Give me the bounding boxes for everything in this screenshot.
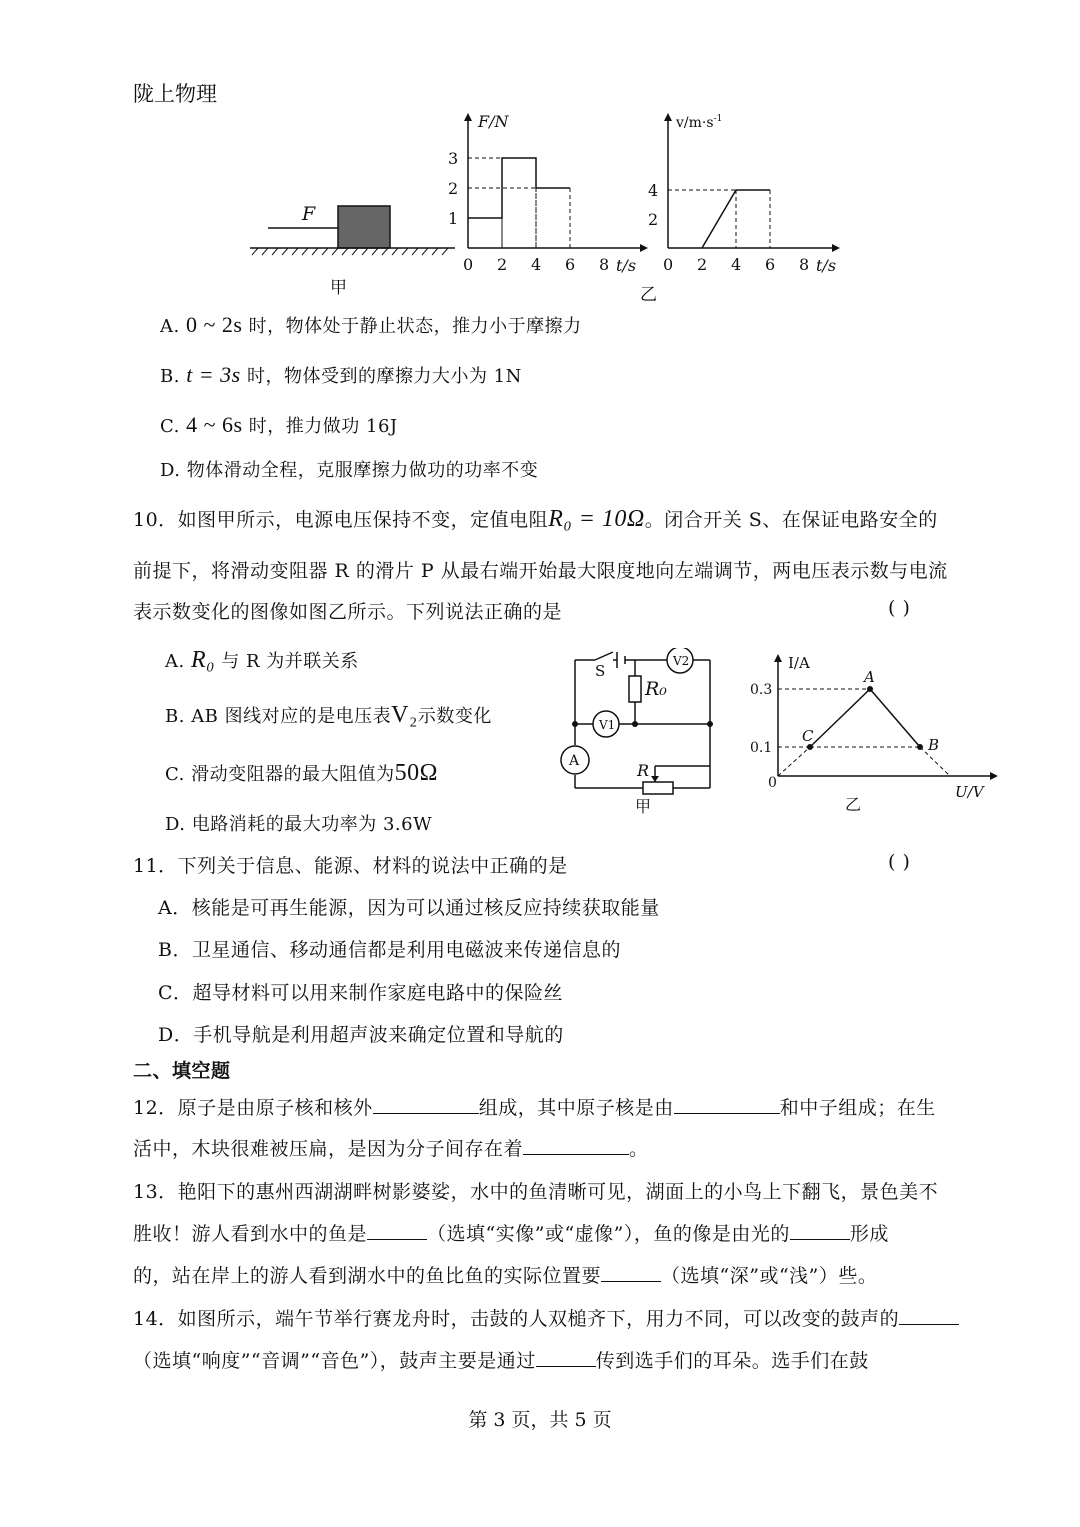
fig-yi-caption: 乙 <box>640 285 657 305</box>
q10-line1: 10．如图甲所示，电源电压保持不变，定值电阻R₀ = 10Ω。闭合开关 S、在保证电路安全的 <box>133 506 938 532</box>
q12-line2: 活中，木块很难被压扁，是因为分子间存在着 。 <box>133 1138 649 1160</box>
y-tick-label: 2 <box>648 210 659 229</box>
fig-jia-caption: 甲 <box>330 278 347 298</box>
ground-hatch <box>252 248 448 255</box>
y-tick-label: 3 <box>448 149 459 168</box>
iu-line-ca <box>810 689 870 747</box>
q9-option-b: B. t = 3s 时，物体受到的摩擦力大小为 1N <box>160 362 522 387</box>
vt-x-label: t/s <box>816 256 837 275</box>
r0-label: R₀ <box>645 678 667 700</box>
q11-answer-paren: ( ) <box>888 851 911 873</box>
iu-tick-01: 0.1 <box>750 740 773 756</box>
q14-line2: （选填“响度”“音调”“音色”），鼓声主要是通过 传到选手们的耳朵。选手们在鼓 <box>133 1350 869 1372</box>
q11-option-c: C．超导材料可以用来制作家庭电路中的保险丝 <box>158 982 564 1004</box>
ft-y-arrow <box>464 113 472 121</box>
iu-point-a: A <box>864 668 875 686</box>
section-title: 二、填空题 <box>133 1060 231 1082</box>
q11-option-b: B．卫星通信、移动通信都是利用电磁波来传递信息的 <box>158 939 621 961</box>
force-time-chart <box>440 105 650 280</box>
y-tick-label: 2 <box>448 179 459 198</box>
iu-caption: 乙 <box>845 795 862 814</box>
x-tick-label: 8 <box>599 255 610 274</box>
r-label: R <box>637 761 650 780</box>
q10-option-a: A. R₀ 与 R 为并联关系 <box>165 647 359 673</box>
switch-label: S <box>595 662 606 680</box>
q10-line3: 表示数变化的图像如图乙所示。下列说法正确的是 <box>133 601 563 623</box>
q9-option-a: A. 0 ~ 2s 时，物体处于静止状态，推力小于摩擦力 <box>160 312 582 337</box>
q10-option-c: C. 滑动变阻器的最大阻值为50Ω <box>165 760 438 786</box>
y-tick-label: 1 <box>448 209 459 228</box>
iu-origin: 0 <box>768 775 777 791</box>
vt-y-label: $v/m\cdot s^{-1}$ <box>676 114 723 131</box>
vt-plot <box>648 181 809 274</box>
x-tick-label: 0 <box>463 255 474 274</box>
answer-blank <box>601 1263 661 1282</box>
q10-answer-paren: ( ) <box>888 597 911 619</box>
answer-blank <box>674 1095 780 1114</box>
circuit-diagram <box>555 648 735 818</box>
q11-option-d: D．手机导航是利用超声波来确定位置和导航的 <box>158 1024 564 1046</box>
velocity-time-chart <box>640 105 850 305</box>
q12-line1: 12．原子是由原子核和核外 组成，其中原子核是由 和中子组成；在生 <box>133 1097 936 1119</box>
x-tick-label: 2 <box>497 255 508 274</box>
q13-line2: 胜收！游人看到水中的鱼是 （选填“实像”或“虚像”），鱼的像是由光的 形成 <box>133 1223 889 1245</box>
ft-y-label: F/N <box>478 112 509 131</box>
answer-blank <box>373 1095 479 1114</box>
q13-line3: 的，站在岸上的游人看到湖水中的鱼比鱼的实际位置要 （选填“深”或“浅”）些。 <box>133 1265 878 1287</box>
iu-graph <box>750 650 1005 818</box>
iu-y-label: I/A <box>788 654 810 672</box>
answer-blank <box>899 1306 959 1325</box>
x-tick-label: 2 <box>697 255 708 274</box>
answer-blank <box>790 1221 850 1240</box>
q11-option-a: A．核能是可再生能源，因为可以通过核反应持续获取能量 <box>158 897 660 919</box>
q14-line1: 14．如图所示，端午节举行赛龙舟时，击鼓的人双槌齐下，用力不同，可以改变的鼓声的 <box>133 1304 959 1331</box>
answer-blank <box>367 1221 427 1240</box>
iu-line-ab <box>870 689 920 747</box>
iu-tick-03: 0.3 <box>750 682 773 698</box>
q11-stem: 11．下列关于信息、能源、材料的说法中正确的是 <box>133 855 568 877</box>
circuit-caption: 甲 <box>635 797 652 816</box>
x-tick-label: 4 <box>731 255 742 274</box>
answer-blank <box>523 1136 629 1155</box>
q10-line2: 前提下，将滑动变阻器 R 的滑片 P 从最右端开始最大限度地向左端调节，两电压表示数与电流 <box>133 560 948 582</box>
header-title: 陇上物理 <box>133 82 217 106</box>
x-tick-label: 6 <box>565 255 576 274</box>
vt-x-arrow <box>832 244 840 252</box>
q9-option-c: C. 4 ~ 6s 时，推力做功 16J <box>160 412 398 437</box>
ft-plot <box>448 149 609 274</box>
force-label: F <box>302 203 316 225</box>
iu-point-b: B <box>928 736 940 754</box>
iu-x-label: U/V <box>955 783 984 801</box>
q9-option-d: D. 物体滑动全程，克服摩擦力做功的功率不变 <box>160 460 539 481</box>
answer-blank <box>536 1348 596 1367</box>
x-tick-label: 6 <box>765 255 776 274</box>
page-footer: 第 3 页，共 5 页 <box>468 1409 612 1431</box>
iu-point-c: C <box>802 727 814 745</box>
block-figure <box>240 190 460 300</box>
x-tick-label: 4 <box>531 255 542 274</box>
ammeter-label: A <box>569 753 580 769</box>
q13-line1: 13．艳阳下的惠州西湖湖畔树影婆娑，水中的鱼清晰可见，湖面上的小鸟上下翻飞，景色美不 <box>133 1181 939 1203</box>
q10-option-b: B. AB 图线对应的是电压表V₂示数变化 <box>165 702 492 728</box>
vt-y-arrow <box>664 113 672 121</box>
q10-option-d: D. 电路消耗的最大功率为 3.6W <box>165 814 433 835</box>
x-tick-label: 0 <box>663 255 674 274</box>
block <box>338 206 390 248</box>
y-tick-label: 4 <box>648 181 659 200</box>
ft-x-label: t/s <box>616 256 637 275</box>
x-tick-label: 8 <box>799 255 810 274</box>
v1-label: V1 <box>599 718 616 732</box>
v2-label: V2 <box>673 654 690 668</box>
